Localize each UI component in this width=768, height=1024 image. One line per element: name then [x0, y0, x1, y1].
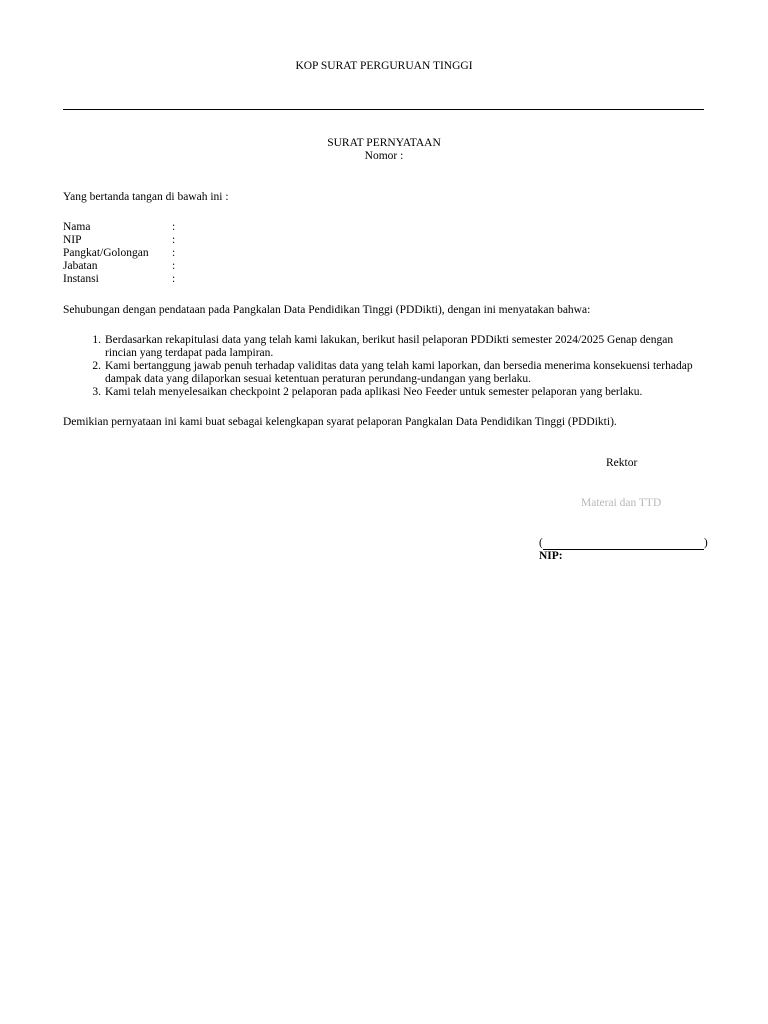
field-label: Jabatan	[63, 260, 98, 272]
field-colon: :	[172, 247, 176, 259]
list-text: Kami bertanggung jawab penuh terhadap validitas data yang telah kami laporkan, dan bersedia menerima konsekuensi terhadap dampak data yang dilaporkan sesuai ketentuan peraturan perundang-undangan yang berlaku.	[105, 360, 693, 385]
stamp-signature-placeholder: Materai dan TTD	[581, 497, 662, 509]
field-colon: :	[172, 260, 176, 272]
list-item	[63, 360, 703, 386]
statement-points	[63, 334, 703, 399]
name-blank	[543, 538, 704, 550]
field-label: Nama	[63, 221, 91, 233]
closing-text: Demikian pernyataan ini kami buat sebagai kelengkapan syarat pelaporan Pangkalan Data Pendidikan Tinggi (PDDikti).	[63, 416, 617, 428]
list-number: 3.	[92, 386, 101, 398]
letterhead-placeholder: KOP SURAT PERGURUAN TINGGI	[295, 60, 473, 72]
list-number: 1.	[92, 334, 101, 346]
field-row-instansi	[63, 273, 182, 286]
close-paren: )	[703, 537, 708, 549]
field-colon: :	[172, 234, 176, 246]
field-colon: :	[172, 221, 176, 233]
field-row-nip	[63, 234, 182, 247]
field-row-nama	[63, 221, 182, 234]
signatory-role: Rektor	[606, 457, 638, 469]
signatory-nip-label: NIP:	[539, 550, 563, 562]
field-row-pangkat	[63, 247, 182, 260]
field-label: NIP	[63, 234, 82, 246]
document-number: Nomor :	[364, 150, 404, 162]
field-colon: :	[172, 273, 176, 285]
title-block	[0, 137, 768, 163]
letterhead-divider	[63, 109, 704, 110]
open-paren: (	[539, 537, 543, 549]
intro-text: Yang bertanda tangan di bawah ini :	[63, 191, 229, 203]
field-label: Instansi	[63, 273, 99, 285]
identity-fields	[63, 221, 182, 286]
signature-name-line	[539, 537, 708, 550]
list-item	[63, 334, 703, 360]
document-title: SURAT PERNYATAAN	[327, 137, 441, 149]
list-text: Berdasarkan rekapitulasi data yang telah kami lakukan, berikut hasil pelaporan PDDikti semester 2024/2025 Genap dengan rincian yang terdapat pada lampiran.	[105, 334, 674, 359]
list-item	[63, 386, 703, 399]
field-label: Pangkat/Golongan	[63, 247, 149, 259]
list-number: 2.	[92, 360, 101, 372]
statement-text: Sehubungan dengan pendataan pada Pangkalan Data Pendidikan Tinggi (PDDikti), dengan ini menyatakan bahwa:	[63, 304, 591, 316]
list-text: Kami telah menyelesaikan checkpoint 2 pelaporan pada aplikasi Neo Feeder untuk semester pelaporan yang berlaku.	[105, 386, 643, 398]
field-row-jabatan	[63, 260, 182, 273]
